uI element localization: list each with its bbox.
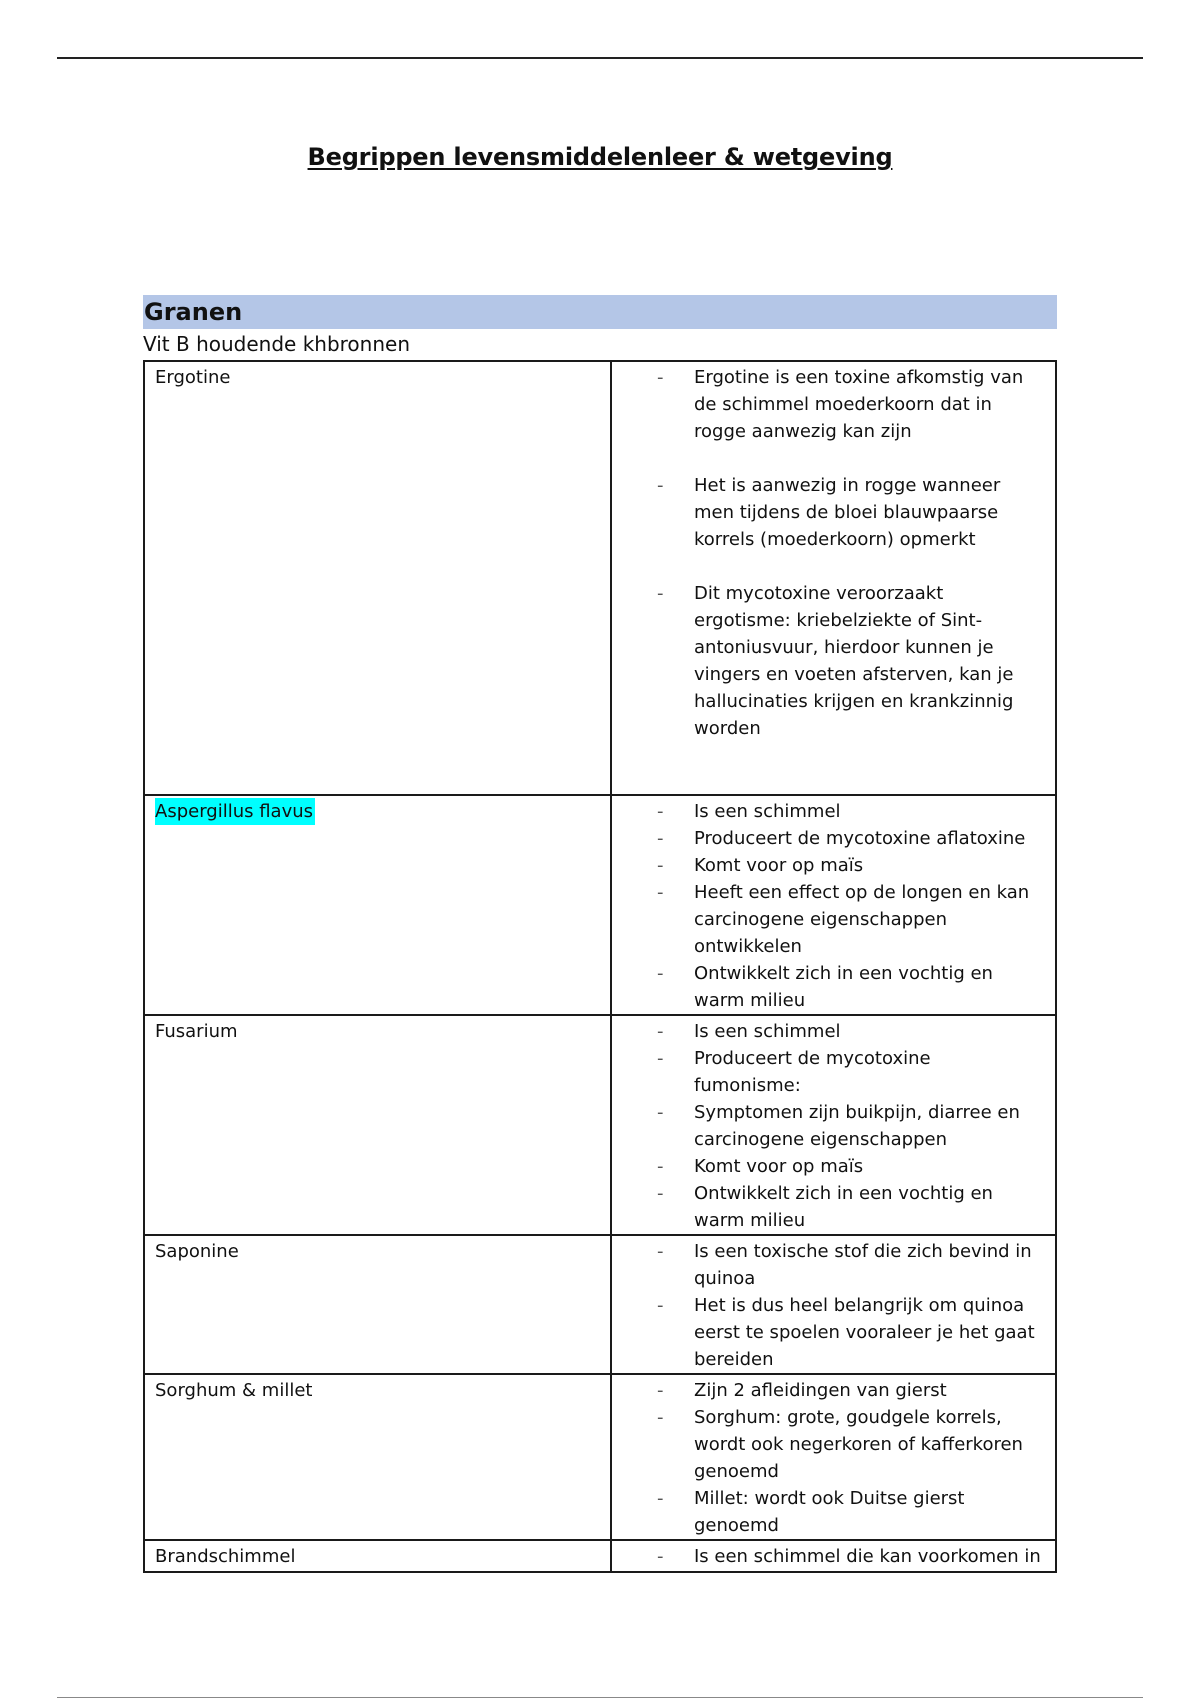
table-row bbox=[144, 361, 1056, 795]
bullet-text: Zijn 2 afleidingen van gierst bbox=[694, 1380, 947, 1401]
bullet-list bbox=[612, 1238, 1043, 1373]
list-item bbox=[612, 1099, 1043, 1153]
bullet-dash: - bbox=[657, 1295, 664, 1316]
bullet-text: Is een toxische stof die zich bevind in quinoa bbox=[694, 1241, 1032, 1289]
bullet-dash: - bbox=[657, 882, 664, 903]
list-item bbox=[612, 1292, 1043, 1373]
list-item bbox=[612, 364, 1043, 445]
bullet-list bbox=[612, 1377, 1043, 1539]
bullet-list bbox=[612, 1543, 1043, 1570]
bullet-dash: - bbox=[657, 1102, 664, 1123]
description-cell bbox=[611, 795, 1056, 1015]
bullet-dash: - bbox=[657, 828, 664, 849]
section-subheading: Vit B houdende khbronnen bbox=[143, 332, 411, 356]
description-cell bbox=[611, 1374, 1056, 1540]
table-row bbox=[144, 1540, 1056, 1572]
footer-rule bbox=[57, 1697, 1143, 1698]
list-item bbox=[612, 1153, 1043, 1180]
bullet-text: Ontwikkelt zich in een vochtig en warm milieu bbox=[694, 963, 993, 1011]
bullet-text: Ontwikkelt zich in een vochtig en warm milieu bbox=[694, 1183, 993, 1231]
bullet-list bbox=[612, 364, 1043, 742]
list-item bbox=[612, 1485, 1043, 1539]
bullet-dash: - bbox=[657, 963, 664, 984]
bullet-text: Heeft een effect op de longen en kan carcinogene eigenschappen ontwikkelen bbox=[694, 882, 1030, 957]
bullet-text: Komt voor op maïs bbox=[694, 855, 864, 876]
bullet-text: Het is aanwezig in rogge wanneer men tijdens de bloei blauwpaarse korrels (moederkoorn) opmerkt bbox=[694, 475, 1001, 550]
bullet-dash: - bbox=[657, 801, 664, 822]
bullet-text: Symptomen zijn buikpijn, diarree en carcinogene eigenschappen bbox=[694, 1102, 1020, 1150]
list-item bbox=[612, 1045, 1043, 1099]
table-row bbox=[144, 1015, 1056, 1235]
list-item bbox=[612, 1377, 1043, 1404]
bullet-text: Produceert de mycotoxine aflatoxine bbox=[694, 828, 1026, 849]
list-item bbox=[612, 879, 1043, 960]
bullet-text: Is een schimmel die kan voorkomen in bbox=[694, 1546, 1041, 1567]
bullet-text: Dit mycotoxine veroorzaakt ergotisme: kriebelziekte of Sint- antoniusvuur, hierdoor kunnen je vingers en voeten afsterven, kan je hallucinaties krijgen en krankzinnig worden bbox=[694, 583, 1014, 739]
bullet-dash: - bbox=[657, 1241, 664, 1262]
terms-table bbox=[143, 360, 1057, 1573]
section-heading: Granen bbox=[143, 295, 1057, 329]
bullet-list bbox=[612, 1018, 1043, 1234]
term-label: Sorghum & millet bbox=[155, 1380, 313, 1401]
table-row bbox=[144, 795, 1056, 1015]
term-cell bbox=[144, 1374, 611, 1540]
bullet-text: Millet: wordt ook Duitse gierst genoemd bbox=[694, 1488, 965, 1536]
bullet-text: Sorghum: grote, goudgele korrels, wordt ook negerkoren of kafferkoren genoemd bbox=[694, 1407, 1023, 1482]
description-cell bbox=[611, 1235, 1056, 1374]
term-cell bbox=[144, 1015, 611, 1235]
term-cell bbox=[144, 795, 611, 1015]
bullet-dash: - bbox=[657, 475, 664, 496]
list-item bbox=[612, 1018, 1043, 1045]
bullet-list bbox=[612, 798, 1043, 1014]
document-title: Begrippen levensmiddelenleer & wetgeving bbox=[307, 143, 893, 171]
term-label: Saponine bbox=[155, 1241, 239, 1262]
bullet-dash: - bbox=[657, 1183, 664, 1204]
bullet-dash: - bbox=[657, 367, 664, 388]
list-item bbox=[612, 472, 1043, 553]
bullet-text: Komt voor op maïs bbox=[694, 1156, 864, 1177]
bullet-dash: - bbox=[657, 583, 664, 604]
term-cell bbox=[144, 361, 611, 795]
bullet-dash: - bbox=[657, 1488, 664, 1509]
list-item bbox=[612, 825, 1043, 852]
bullet-dash: - bbox=[657, 1380, 664, 1401]
table-row bbox=[144, 1374, 1056, 1540]
bullet-dash: - bbox=[657, 1021, 664, 1042]
list-item bbox=[612, 798, 1043, 825]
list-item bbox=[612, 1238, 1043, 1292]
description-cell bbox=[611, 361, 1056, 795]
term-cell bbox=[144, 1540, 611, 1572]
bullet-text: Is een schimmel bbox=[694, 801, 841, 822]
bullet-dash: - bbox=[657, 1546, 664, 1567]
list-item bbox=[612, 960, 1043, 1014]
term-label: Brandschimmel bbox=[155, 1546, 296, 1567]
bullet-dash: - bbox=[657, 1407, 664, 1428]
bullet-dash: - bbox=[657, 1156, 664, 1177]
bullet-text: Produceert de mycotoxine fumonisme: bbox=[694, 1048, 931, 1096]
term-label: Fusarium bbox=[155, 1021, 238, 1042]
bullet-dash: - bbox=[657, 855, 664, 876]
header-rule bbox=[57, 57, 1143, 59]
description-cell bbox=[611, 1015, 1056, 1235]
list-item bbox=[612, 1543, 1043, 1570]
list-item bbox=[612, 1180, 1043, 1234]
list-item bbox=[612, 852, 1043, 879]
bullet-text: Ergotine is een toxine afkomstig van de schimmel moederkoorn dat in rogge aanwezig kan zijn bbox=[694, 367, 1024, 442]
term-label-highlighted: Aspergillus flavus bbox=[155, 798, 315, 825]
bullet-text: Is een schimmel bbox=[694, 1021, 841, 1042]
term-label: Ergotine bbox=[155, 367, 231, 388]
bullet-dash: - bbox=[657, 1048, 664, 1069]
table-row bbox=[144, 1235, 1056, 1374]
list-item bbox=[612, 1404, 1043, 1485]
bullet-text: Het is dus heel belangrijk om quinoa eerst te spoelen vooraleer je het gaat bereiden bbox=[694, 1295, 1035, 1370]
list-item bbox=[612, 580, 1043, 742]
term-cell bbox=[144, 1235, 611, 1374]
description-cell bbox=[611, 1540, 1056, 1572]
